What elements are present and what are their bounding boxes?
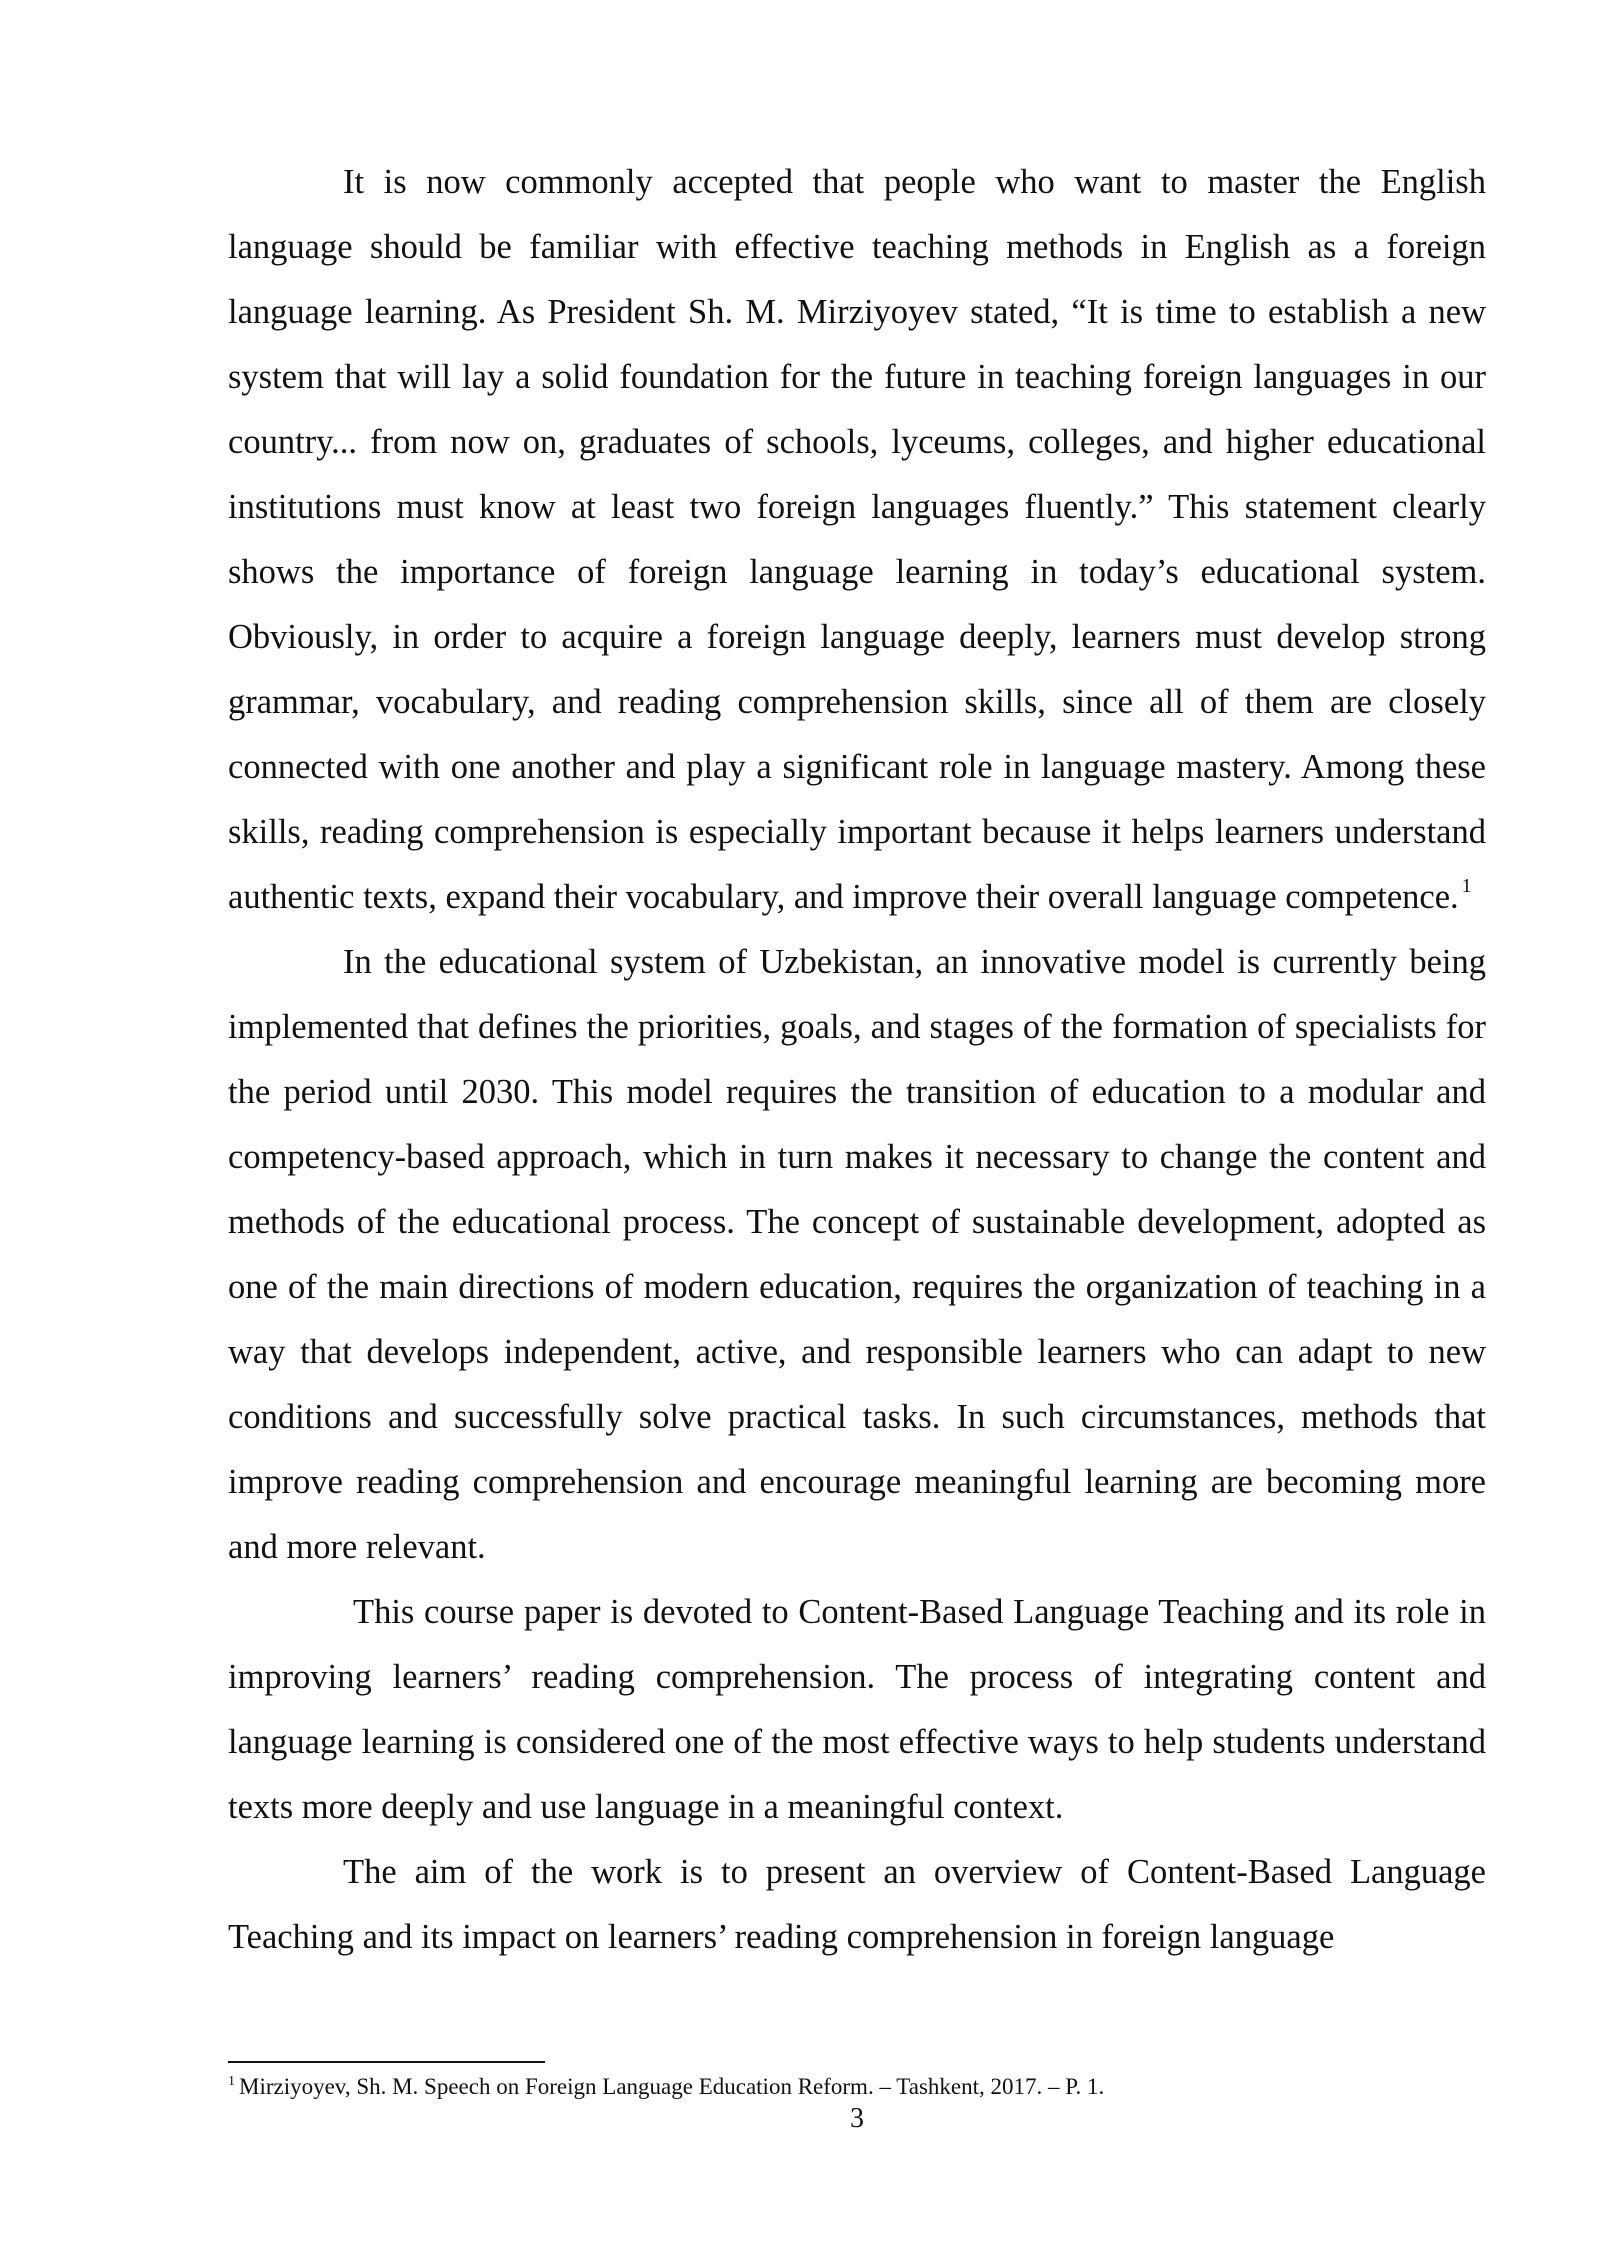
paragraph-text: It is now commonly accepted that people who want to master the English language should be familiar with effective teaching methods in English as a foreign language learning. As President Sh. M. Mirziyoyev stated, “It is time to establish a new system that will lay a solid foundation for the future in teaching foreign languages in our country... from now on, graduates of schools, lyceums, colleges, and higher educational institutions must know at least two foreign languages fluently.” This statement clearly shows the importance of foreign language learning in today’s educational system. Obviously, in order to acquire a foreign language deeply, learners must develop strong grammar, vocabulary, and reading comprehension skills, since all of them are closely connected with one another and play a significant role in language mastery. Among these skills, reading comprehension is especially important because it helps learners understand authentic texts, expand their vocabulary, and improve their overall language competence. — [228, 163, 1486, 916]
footnote-separator — [228, 2061, 545, 2063]
body-paragraph: The aim of the work is to present an overview of Content-Based Language Teaching and its impact on learners’ reading comprehension in foreign language — [228, 1853, 1486, 1956]
document-body — [228, 150, 1486, 1970]
body-paragraph: This course paper is devoted to Content-Based Language Teaching and its role in improving learners’ reading comprehension. The process of integrating content and language learning is considered one of the most effective ways to help students understand texts more deeply and use language in a meaningful context. — [228, 1593, 1486, 1826]
footnote-number: 1 — [228, 2074, 235, 2090]
footnote-reference[interactable]: 1 — [1461, 874, 1472, 897]
body-paragraph — [228, 150, 1486, 930]
page-number: 3 — [850, 2103, 864, 2134]
footnote-text: Mirziyoyev, Sh. M. Speech on Foreign Language Education Reform. – Tashkent, 2017. – P. 1. — [239, 2074, 1105, 2099]
body-paragraph: In the educational system of Uzbekistan, an innovative model is currently being implemented that defines the priorities, goals, and stages of the formation of specialists for the period until 2030. This model requires the transition of education to a modular and competency-based approach, which in turn makes it necessary to change the content and methods of the educational process. The concept of sustainable development, adopted as one of the main directions of modern education, requires the organization of teaching in a way that develops independent, active, and responsible learners who can adapt to new conditions and successfully solve practical tasks. In such circumstances, methods that improve reading comprehension and encourage meaningful learning are becoming more and more relevant. — [228, 943, 1486, 1566]
footnote — [228, 2072, 1486, 2102]
